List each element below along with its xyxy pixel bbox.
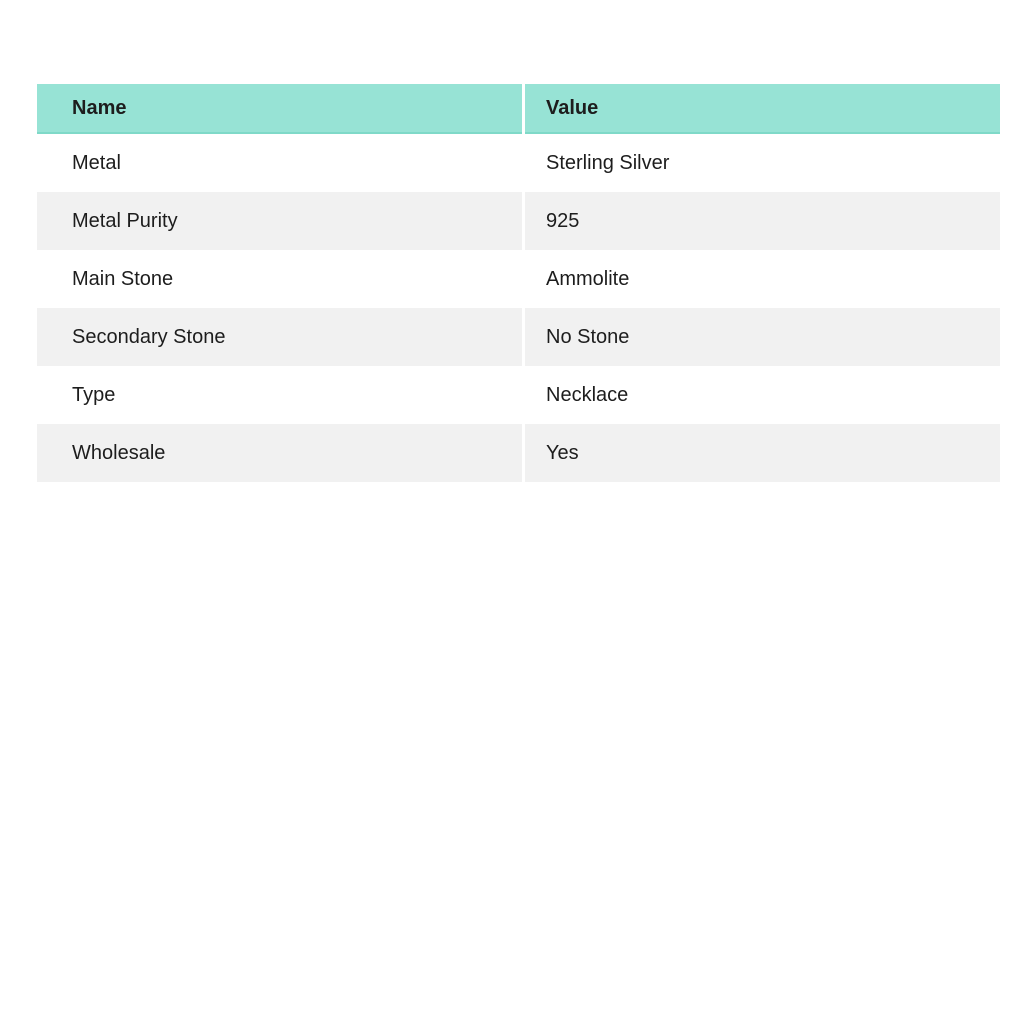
cell-name: Secondary Stone bbox=[37, 308, 522, 366]
cell-name: Metal Purity bbox=[37, 192, 522, 250]
cell-value: Yes bbox=[525, 424, 1000, 482]
cell-value: Necklace bbox=[525, 366, 1000, 424]
cell-value: Sterling Silver bbox=[525, 134, 1000, 192]
cell-name: Type bbox=[37, 366, 522, 424]
cell-value: 925 bbox=[525, 192, 1000, 250]
cell-name: Wholesale bbox=[37, 424, 522, 482]
cell-value: No Stone bbox=[525, 308, 1000, 366]
cell-value: Ammolite bbox=[525, 250, 1000, 308]
cell-name: Main Stone bbox=[37, 250, 522, 308]
attributes-table bbox=[37, 84, 1000, 482]
table-header-name: Name bbox=[37, 84, 522, 134]
cell-name: Metal bbox=[37, 134, 522, 192]
table-header-value: Value bbox=[525, 84, 1000, 134]
